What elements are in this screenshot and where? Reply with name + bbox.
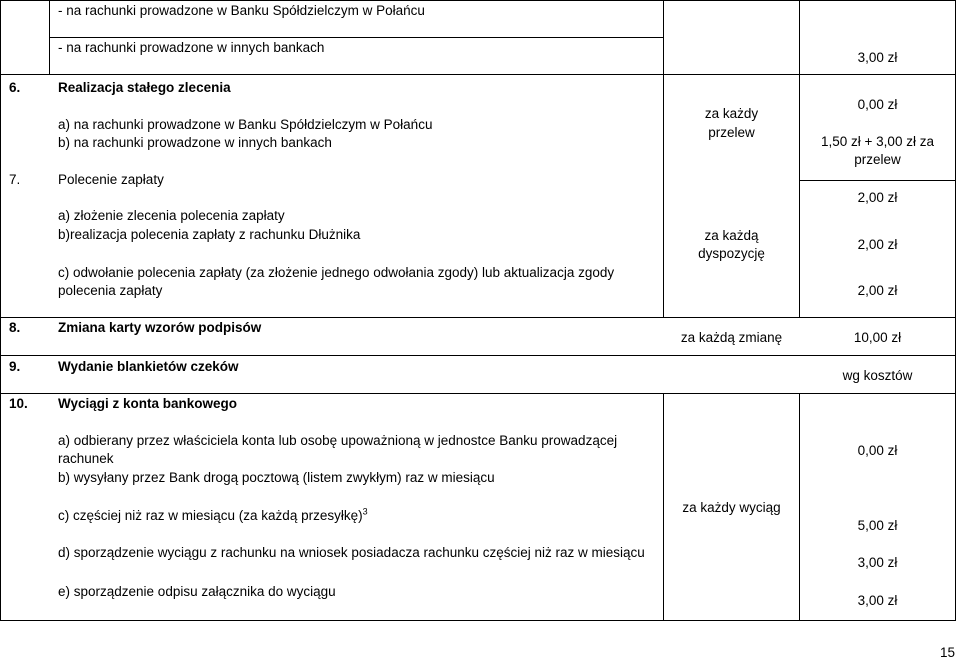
table-rule	[0, 74, 955, 75]
table-rule	[663, 0, 664, 318]
fee-unit: dyspozycję	[698, 246, 765, 261]
fee-item-label: c) częściej niż raz w miesiącu (za każdą przesyłkę)	[58, 508, 363, 523]
row-number: 7.	[9, 172, 21, 187]
fee-price: 0,00 zł	[857, 443, 898, 458]
fee-item-text: a) złożenie zlecenia polecenia zapłaty	[58, 208, 285, 223]
fee-item-text: a) na rachunki prowadzone w Banku Spółdzielczym w Połańcu	[58, 117, 433, 132]
table-rule	[799, 393, 800, 621]
fee-price: 3,00 zł	[857, 593, 898, 608]
fee-price: 2,00 zł	[857, 237, 898, 252]
section-title: Wydanie blankietów czeków	[58, 359, 239, 374]
table-rule	[0, 620, 955, 621]
fee-item-text: a) odbierany przez właściciela konta lub osobę upoważnioną w jednostce Banku prowadzącej	[58, 433, 618, 448]
fee-price: 10,00 zł	[853, 330, 902, 345]
table-rule	[0, 0, 955, 1]
fee-item-text: d) sporządzenie wyciągu z rachunku na wniosek posiadacza rachunku częściej niż raz w miesiącu	[58, 545, 645, 560]
row-number: 9.	[9, 359, 21, 374]
table-rule	[0, 0, 1, 621]
section-title: Realizacja stałego zlecenia	[58, 80, 231, 95]
section-title: Polecenie zapłaty	[58, 172, 164, 187]
table-rule	[49, 0, 50, 75]
fee-unit: za każdą zmianę	[680, 330, 783, 345]
section-title: Zmiana karty wzorów podpisów	[58, 320, 262, 335]
fee-price: 5,00 zł	[857, 518, 898, 533]
fee-unit: za każdy	[704, 106, 759, 121]
fee-price: 2,00 zł	[857, 283, 898, 298]
page-number: 15	[940, 645, 956, 660]
fee-item-text: b) na rachunki prowadzone w innych bankach	[58, 135, 332, 150]
table-rule	[0, 317, 955, 318]
row-number: 8.	[9, 320, 21, 335]
fee-price: 2,00 zł	[857, 190, 898, 205]
fee-price: 0,00 zł	[857, 97, 898, 112]
fee-price: wg kosztów	[842, 368, 913, 383]
fee-price: 3,00 zł	[857, 50, 898, 65]
table-rule	[0, 393, 955, 394]
table-rule	[0, 355, 955, 356]
fee-price: przelew	[854, 152, 901, 167]
table-rule	[799, 180, 955, 181]
fee-unit: za każdy wyciąg	[682, 500, 781, 515]
fee-price: 3,00 zł	[857, 555, 898, 570]
fee-price: 1,50 zł + 3,00 zł za	[821, 134, 934, 149]
table-rule	[955, 0, 956, 621]
fee-item-text: b)realizacja polecenia zapłaty z rachunku Dłużnika	[58, 227, 361, 242]
fee-item-text	[58, 508, 368, 524]
fee-item-text: c) odwołanie polecenia zapłaty (za złożenie jednego odwołania zgody) lub aktualizacja zgody	[58, 265, 615, 280]
fee-item-text: - na rachunki prowadzone w innych bankach	[58, 40, 325, 55]
fee-unit: za każdą	[704, 228, 759, 243]
footnote-marker: 3	[362, 506, 368, 517]
row-number: 6.	[9, 80, 21, 95]
section-title: Wyciągi z konta bankowego	[58, 396, 238, 411]
fee-item-text: polecenia zapłaty	[58, 283, 163, 298]
fee-item-text: - na rachunki prowadzone w Banku Spółdzielczym w Połańcu	[58, 3, 425, 18]
fee-item-text: e) sporządzenie odpisu załącznika do wyciągu	[58, 584, 336, 599]
fee-unit: przelew	[708, 125, 755, 140]
fee-item-text: b) wysyłany przez Bank drogą pocztową (listem zwykłym) raz w miesiącu	[58, 470, 495, 485]
fee-item-text: rachunek	[58, 451, 114, 466]
table-rule	[49, 37, 663, 38]
row-number: 10.	[9, 396, 28, 411]
